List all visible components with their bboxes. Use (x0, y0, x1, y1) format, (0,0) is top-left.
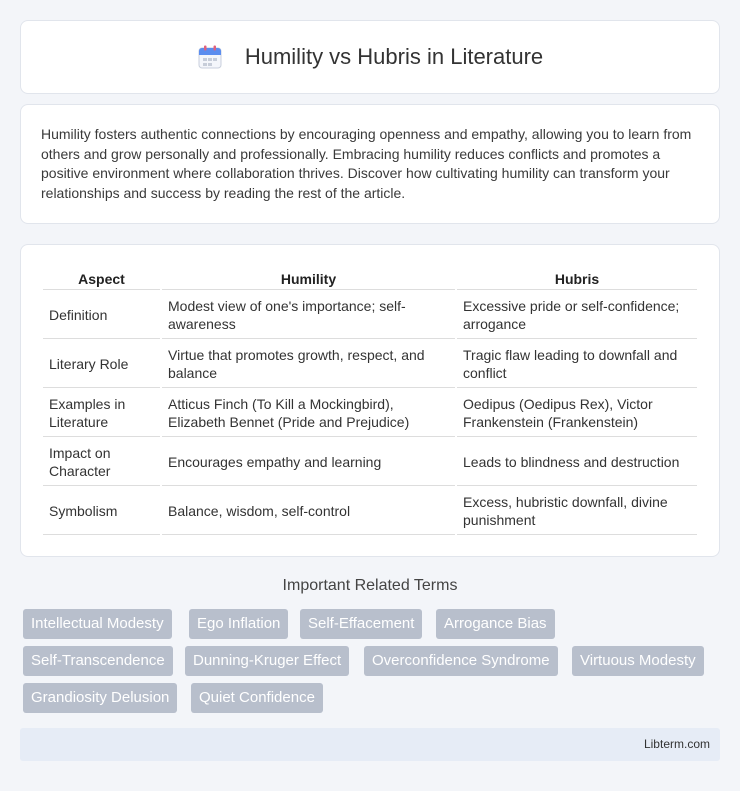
tag-quiet-confidence[interactable]: Quiet Confidence (191, 683, 323, 713)
tag-grandiosity-delusion[interactable]: Grandiosity Delusion (23, 683, 177, 713)
table-row (43, 439, 697, 486)
comparison-card (20, 244, 720, 557)
header-hubris: Hubris (457, 267, 697, 290)
cell-humility: Modest view of one's importance; self-awareness (162, 292, 455, 339)
cell-humility: Virtue that promotes growth, respect, and balance (162, 341, 455, 388)
table-row (43, 390, 697, 437)
tag-self-effacement[interactable]: Self-Effacement (300, 609, 422, 639)
footer (20, 728, 720, 761)
table-row (43, 292, 697, 339)
title-card (20, 20, 720, 94)
cell-aspect: Definition (43, 292, 160, 339)
cell-hubris: Oedipus (Oedipus Rex), Victor Frankenstein (Frankenstein) (457, 390, 697, 437)
intro-text: Humility fosters authentic connections by encouraging openness and empathy, allowing you to learn from others and grow personally and professionally. Embracing humility reduces conflicts and promotes a positive environment where collaboration thrives. Discover how cultivating humility can transform your relationships and success by reading the rest of the article. (41, 126, 692, 201)
cell-aspect: Literary Role (43, 341, 160, 388)
tag-arrogance-bias[interactable]: Arrogance Bias (436, 609, 555, 639)
calendar-icon (197, 44, 223, 70)
cell-humility: Balance, wisdom, self-control (162, 488, 455, 535)
cell-hubris: Excess, hubristic downfall, divine punishment (457, 488, 697, 535)
table-row (43, 488, 697, 535)
tag-ego-inflation[interactable]: Ego Inflation (189, 609, 288, 639)
header-humility: Humility (162, 267, 455, 290)
cell-aspect: Symbolism (43, 488, 160, 535)
table-header-row (43, 267, 697, 290)
tag-dunning-kruger-effect[interactable]: Dunning-Kruger Effect (185, 646, 349, 676)
page-title: Humility vs Hubris in Literature (244, 44, 544, 69)
comparison-table (41, 265, 699, 537)
tag-overconfidence-syndrome[interactable]: Overconfidence Syndrome (364, 646, 558, 676)
cell-hubris: Tragic flaw leading to downfall and conflict (457, 341, 697, 388)
cell-hubris: Excessive pride or self-confidence; arrogance (457, 292, 697, 339)
footer-site-link[interactable]: Libterm.com (643, 737, 710, 751)
cell-humility: Encourages empathy and learning (162, 439, 455, 486)
tag-intellectual-modesty[interactable]: Intellectual Modesty (23, 609, 172, 639)
cell-aspect: Impact on Character (43, 439, 160, 486)
intro-card (20, 104, 720, 224)
related-terms-title: Important Related Terms (282, 577, 458, 594)
cell-hubris: Leads to blindness and destruction (457, 439, 697, 486)
header-aspect: Aspect (43, 267, 160, 290)
tag-virtuous-modesty[interactable]: Virtuous Modesty (572, 646, 704, 676)
cell-humility: Atticus Finch (To Kill a Mockingbird), Elizabeth Bennet (Pride and Prejudice) (162, 390, 455, 437)
cell-aspect: Examples in Literature (43, 390, 160, 437)
tag-self-transcendence[interactable]: Self-Transcendence (23, 646, 173, 676)
table-row (43, 341, 697, 388)
